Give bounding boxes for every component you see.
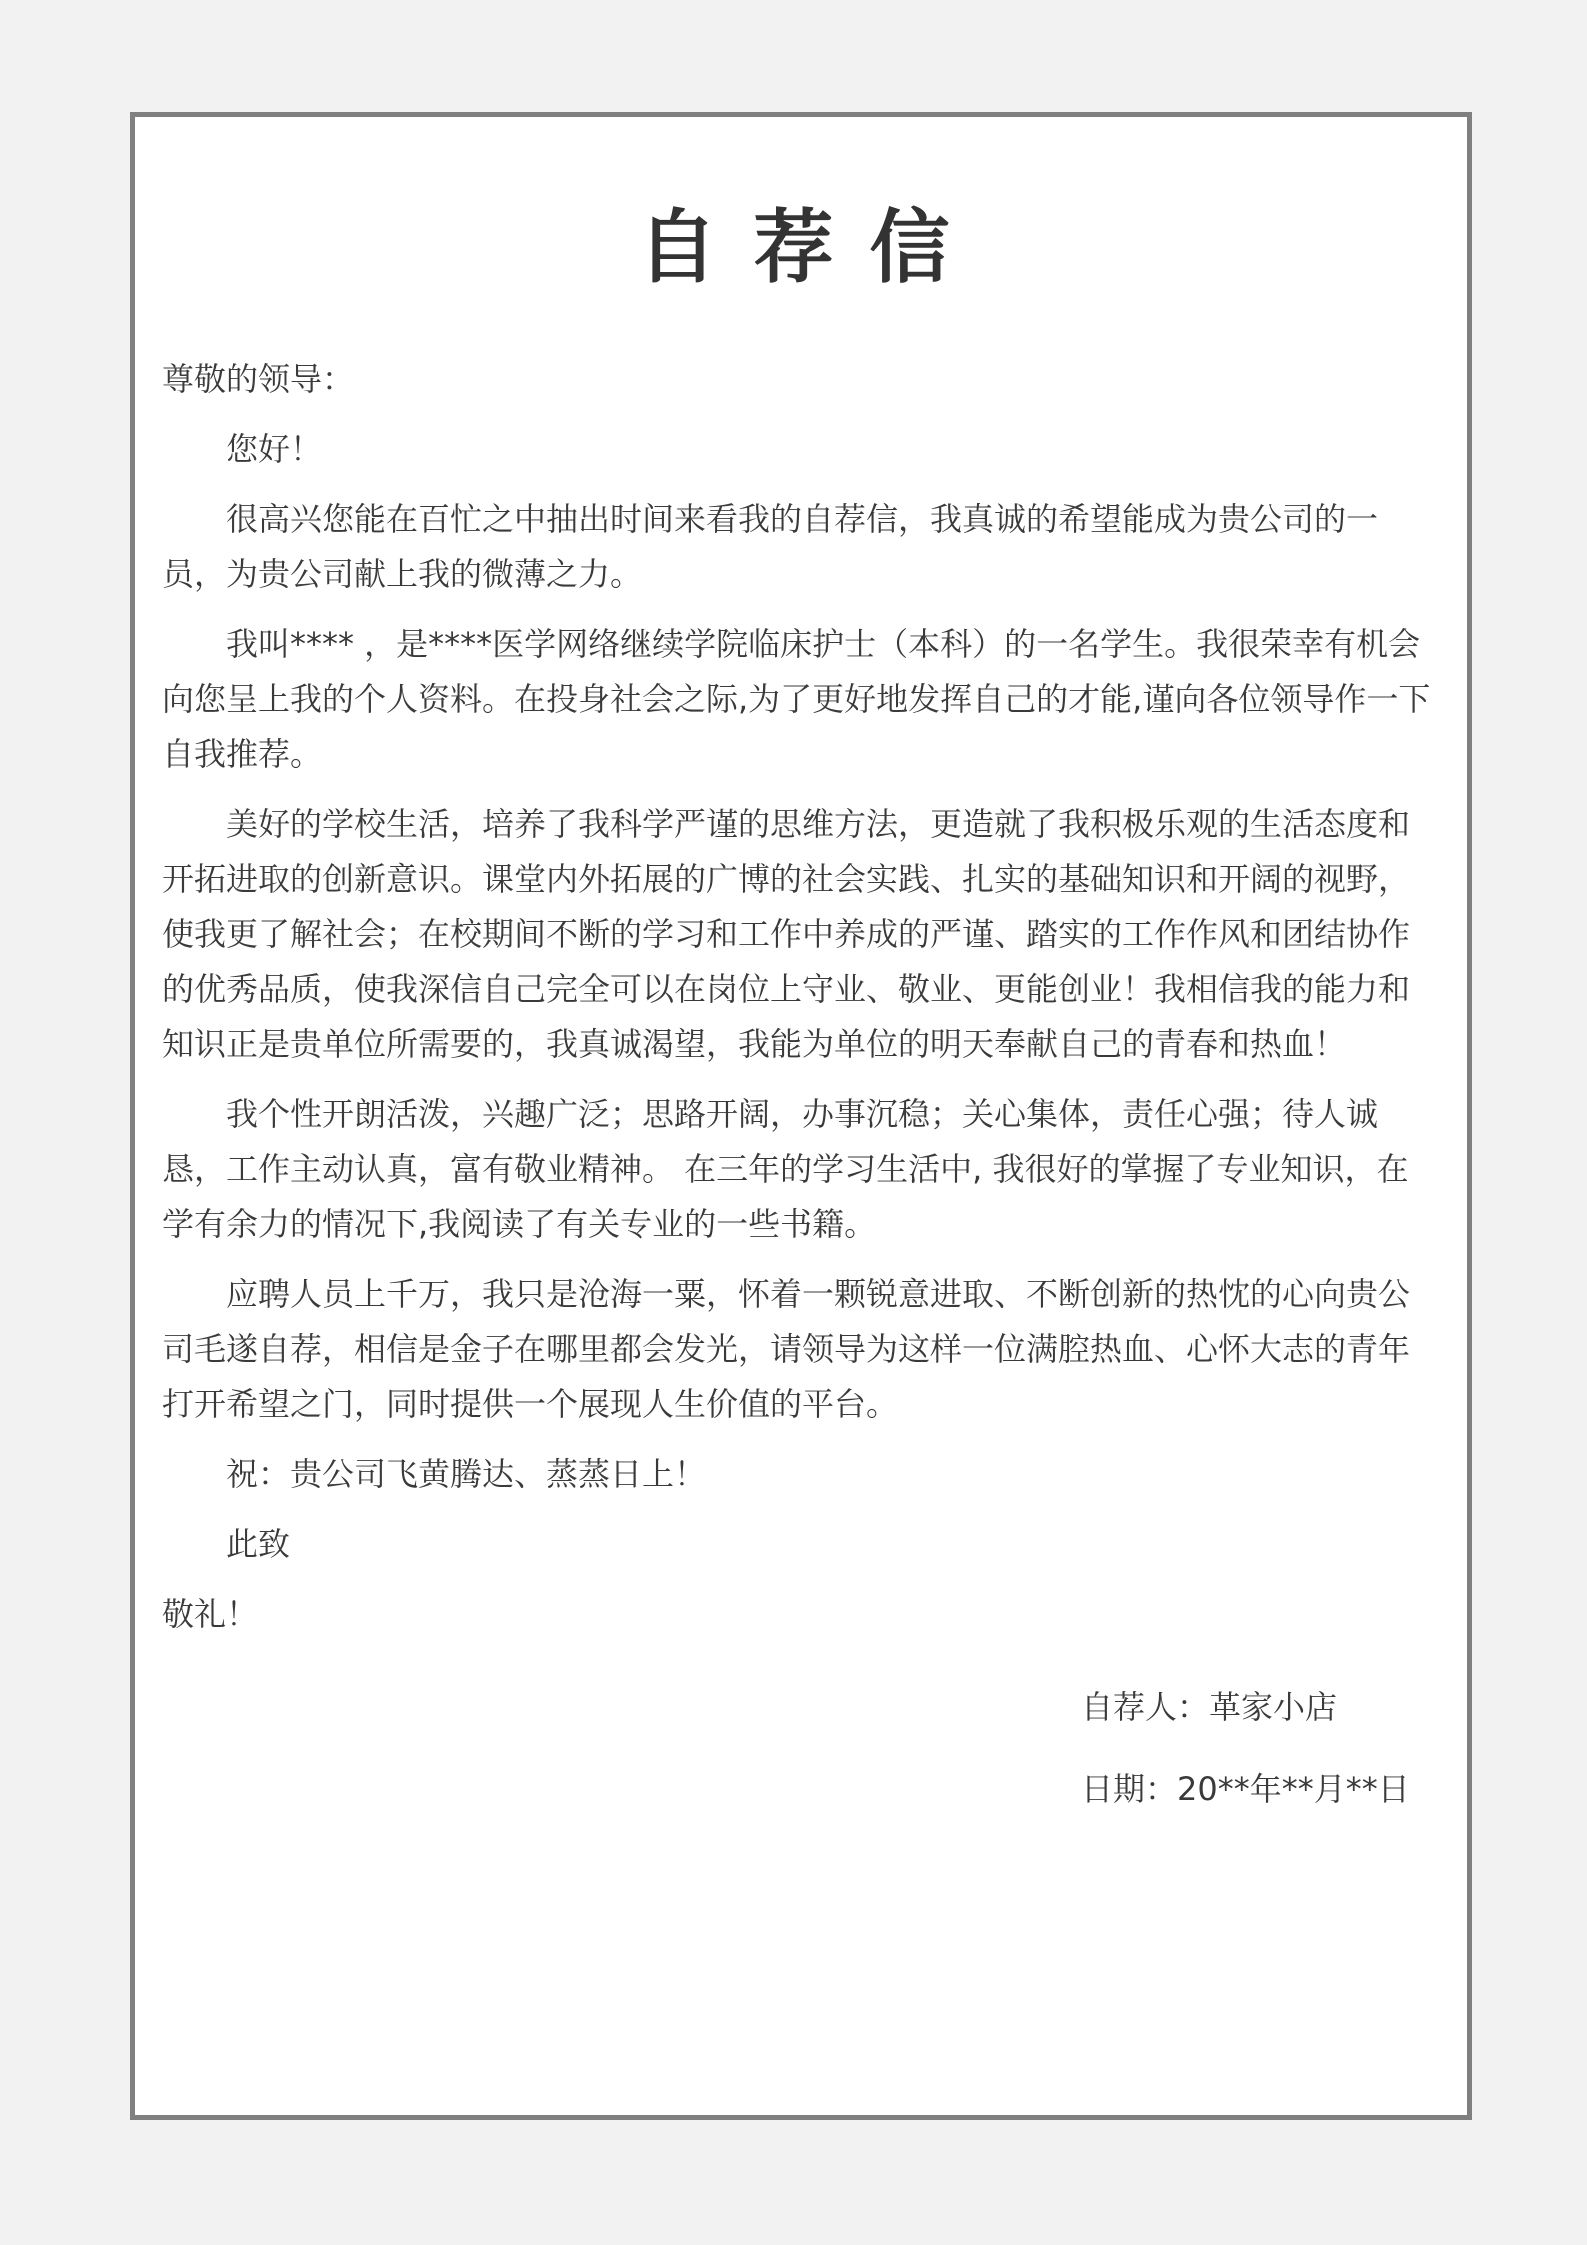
letter-body <box>162 352 1434 1657</box>
salutation: 尊敬的领导： <box>162 360 355 398</box>
signature-block <box>1081 1680 1410 1844</box>
paragraph-identity: 我叫**** ，是****医学网络继续学院临床护士（本科）的一名学生。我很荣幸有机会向您呈上我的个人资料。在投身社会之际,为了更好地发挥自己的才能,谨向各位领导作一下自我推荐。 <box>162 625 1431 773</box>
letter-title: 自荐信 <box>637 201 986 294</box>
paragraph-personality: 我个性开朗活泼，兴趣广泛；思路开阔，办事沉稳；关心集体，责任心强；待人诚恳，工作主动认真，富有敬业精神。 在三年的学习生活中, 我很好的掌握了专业知识，在学有余力的情况下,我阅读了有关专业的一些书籍。 <box>162 1095 1409 1243</box>
paragraph-intro: 很高兴您能在百忙之中抽出时间来看我的自荐信，我真诚的希望能成为贵公司的一员，为贵公司献上我的微薄之力。 <box>162 500 1379 593</box>
paragraph-education: 美好的学校生活，培养了我科学严谨的思维方法，更造就了我积极乐观的生活态度和开拓进取的创新意识。课堂内外拓展的广博的社会实践、扎实的基础知识和开阔的视野，使我更了解社会；在校期间不断的学习和工作中养成的严谨、踏实的工作作风和团结协作的优秀品质，使我深信自己完全可以在岗位上守业、敬业、更能创业！我相信我的能力和知识正是贵单位所需要的，我真诚渴望，我能为单位的明天奉献自己的青春和热血！ <box>162 805 1411 1063</box>
closing-cizhi: 此致 <box>226 1525 291 1563</box>
wishes: 祝：贵公司飞黄腾达、蒸蒸日上！ <box>226 1455 707 1493</box>
closing-jingli: 敬礼！ <box>162 1595 259 1633</box>
signer-name: 自荐人：革家小店 <box>1081 1688 1338 1726</box>
paragraph-application: 应聘人员上千万，我只是沧海一粟，怀着一颗锐意进取、不断创新的热忱的心向贵公司毛遂自荐，相信是金子在哪里都会发光，请领导为这样一位满腔热血、心怀大志的青年打开希望之门，同时提供一个展现人生价值的平台。 <box>162 1275 1411 1423</box>
greeting: 您好！ <box>226 430 323 468</box>
letter-date: 日期：20**年**月**日 <box>1081 1770 1410 1808</box>
